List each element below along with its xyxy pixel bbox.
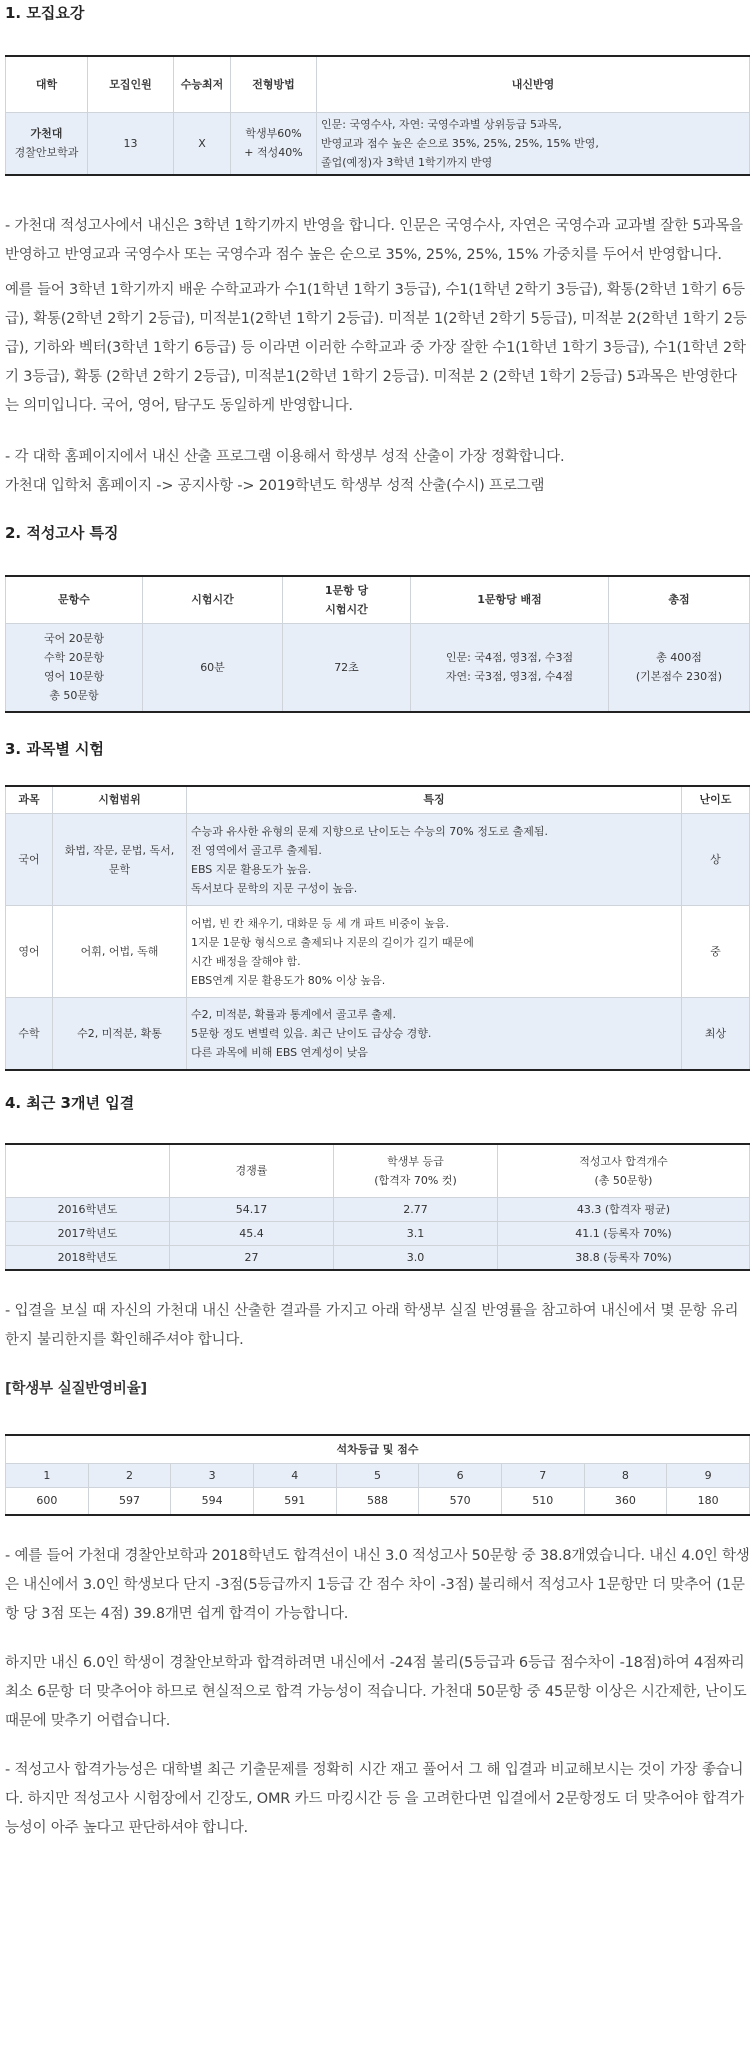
feature-line: 다른 과목에 비해 EBS 연계성이 낮음 [191,1045,368,1059]
range-line-1: 어휘, 어법, 독해 [80,945,159,958]
header-reflect: 내신반영 [317,56,750,112]
table-row [6,1246,750,1271]
method-line-1: 학생부60% [245,127,302,140]
grade-cell: 3.0 [334,1246,498,1271]
header-per-line-2: 시험시간 [325,602,368,616]
score-5: 588 [336,1487,419,1515]
cell-per: 72초 [283,624,411,712]
header-count: 모집인원 [88,56,174,112]
header-per-question [283,576,411,624]
cell-questions [6,624,143,712]
grade-4: 4 [253,1463,336,1487]
header-score: 1문항당 배점 [411,576,609,624]
table-row [6,1198,750,1222]
subject-english: 영어 [6,906,53,998]
paragraph-grade-6: 하지만 내신 6.0인 학생이 경찰안보학과 합격하려면 내신에서 -24점 불리(5등급과 6등급 점수차이 -18점)하여 4점짜리 최소 6문항 더 맞추어야 하므로 현실적으로 합격 가능성이 적습니다. 가천대 50문항 중 45문항 이상은 시간제한, 난이도 때문에 맞추기 어렵습니다. [5,1655,747,1729]
feature-line: EBS연계 지문 활용도가 80% 이상 높음. [191,973,386,987]
score-3: 594 [171,1487,254,1515]
univ-name: 가천대 [30,127,63,140]
level-korean: 상 [682,814,750,906]
q-line-1: 국어 20문항 [44,632,104,646]
count-cell: 43.3 (합격자 평균) [498,1198,750,1222]
rate-cell: 45.4 [170,1222,334,1246]
header-per-line-1: 1문항 당 [324,583,369,597]
range-line-1: 화법, 작문, 문법, 독서, [64,843,175,857]
cell-univ [6,112,88,175]
year-cell: 2016학년도 [6,1198,170,1222]
header-grade-line-1: 학생부 등급 [387,1154,444,1168]
grade-8: 8 [584,1463,667,1487]
header-rate: 경쟁률 [170,1144,334,1198]
grade-7: 7 [501,1463,584,1487]
table-row [6,998,750,1070]
aptitude-table [5,575,750,713]
header-csat: 수능최저 [174,56,231,112]
header-questions: 문항수 [6,576,143,624]
subtitle-reflect-ratio: [학생부 실질반영비율] [5,1381,147,1397]
q-line-4: 총 50문항 [49,689,99,703]
range-line-2: 문학 [108,862,131,876]
cell-count: 13 [88,112,174,175]
grade-9: 9 [667,1463,750,1487]
range-english [53,906,187,998]
section-title-recruitment: 1. 모집요강 [5,4,85,22]
score-2: 597 [88,1487,171,1515]
feature-line: 독서보다 문학의 지문 구성이 높음. [191,881,358,895]
feature-line: EBS 지문 활용도가 높음. [191,862,312,876]
features-english [187,906,682,998]
recruitment-table [5,55,750,176]
header-grade-score: 석차등급 및 점수 [6,1435,750,1463]
header-range: 시험범위 [53,786,187,814]
count-cell: 38.8 (등록자 70%) [498,1246,750,1271]
paragraph-results-note: - 입결을 보실 때 자신의 가천대 내신 산출한 결과를 가지고 아래 학생부 실질 반영률을 참고하여 내신에서 몇 문항 유리한지 불리한지를 확인해주셔야 합니다. [5,1303,739,1348]
paragraph-example-2018: - 예를 들어 가천대 경찰안보학과 2018학년도 합격선이 내신 3.0 적성고사 50문항 중 38.8개였습니다. 내신 4.0인 학생은 내신에서 3.0인 학생보다 단지 -3점(5등급까지 1등급 간 점수 차이 -3점) 불리해서 적성고사 1문항만 더 맞추어 (1문항 당 3점 또는 4점) 39.8개면 쉽게 합격이 가능합니다. [5,1548,750,1622]
score-7: 510 [501,1487,584,1515]
subject-korean: 국어 [6,814,53,906]
score-9: 180 [667,1487,750,1515]
level-english: 중 [682,906,750,998]
subjects-table [5,785,750,1071]
grade-score-table [5,1434,750,1516]
rate-cell: 54.17 [170,1198,334,1222]
header-univ: 대학 [6,56,88,112]
dept-name: 경찰안보학과 [14,146,79,159]
q-line-3: 영어 10문항 [44,670,104,684]
table-row [6,814,750,906]
reflect-line-3: 졸업(예정)자 3학년 1학기까지 반영 [321,155,493,169]
year-cell: 2017학년도 [6,1222,170,1246]
header-grade [334,1144,498,1198]
cell-score [411,624,609,712]
score-line-2: 자연: 국3점, 영3점, 수4점 [445,670,574,684]
feature-line: 1지문 1문항 형식으로 출제되나 지문의 길이가 길기 때문에 [191,935,474,949]
grade-3: 3 [171,1463,254,1487]
paragraph-internal-grade: - 가천대 적성고사에서 내신은 3학년 1학기까지 반영을 합니다. 인문은 국영수사, 자연은 국영수과 교과별 잘한 5과목을 반영하고 반영교과 국영수사 또는 국영수과 점수 높은 순으로 35%, 25%, 25%, 15% 가중치를 두어서 반영합니다. [5,217,743,263]
grade-5: 5 [336,1463,419,1487]
score-4: 591 [253,1487,336,1515]
cell-total [609,624,750,712]
grade-1: 1 [6,1463,89,1487]
header-pass-count [498,1144,750,1198]
grade-6: 6 [419,1463,502,1487]
header-pass-line-1: 적성고사 합격개수 [579,1154,668,1168]
features-math [187,998,682,1070]
cell-reflect [317,112,750,175]
level-math: 최상 [682,998,750,1070]
section-title-aptitude: 2. 적성고사 특징 [5,523,119,542]
reflect-line-1: 인문: 국영수사, 자연: 국영수과별 상위등급 5과목, [321,117,562,131]
grade-2: 2 [88,1463,171,1487]
q-line-2: 수학 20문항 [44,651,104,665]
method-line-2: + 적성40% [244,146,303,159]
table-row [6,1222,750,1246]
header-method: 전형방법 [231,56,317,112]
header-pass-line-2: (총 50문항) [594,1173,653,1187]
feature-line: 5문항 정도 변별력 있음. 최근 난이도 급상승 경향. [191,1026,432,1040]
header-feature: 특징 [187,786,682,814]
total-line-2: (기본점수 230점) [635,670,723,684]
features-korean [187,814,682,906]
cell-time: 60분 [143,624,283,712]
header-level: 난이도 [682,786,750,814]
section-title-results: 4. 최근 3개년 입결 [5,1093,135,1112]
table-row [6,906,750,998]
header-subject: 과목 [6,786,53,814]
range-math [53,998,187,1070]
range-line-1: 수2, 미적분, 확통 [77,1026,162,1040]
results-table [5,1143,750,1272]
total-line-1: 총 400점 [656,651,702,665]
reflect-line-2: 반영교과 점수 높은 순으로 35%, 25%, 25%, 15% 반영, [321,136,599,150]
rate-cell: 27 [170,1246,334,1271]
header-time: 시험시간 [143,576,283,624]
header-empty [6,1144,170,1198]
header-total: 총점 [609,576,750,624]
feature-line: 수2, 미적분, 확률과 통계에서 골고루 출제. [191,1007,396,1021]
paragraph-program-note: - 각 대학 홈페이지에서 내신 산출 프로그램 이용해서 학생부 성적 산출이 가장 정확합니다. [5,448,565,465]
range-korean [53,814,187,906]
feature-line: 전 영역에서 골고루 출제됨. [191,843,322,857]
score-1: 600 [6,1487,89,1515]
feature-line: 시간 배정을 잘해야 함. [191,954,301,968]
score-8: 360 [584,1487,667,1515]
score-6: 570 [419,1487,502,1515]
subject-math: 수학 [6,998,53,1070]
grade-cell: 2.77 [334,1198,498,1222]
feature-line: 수능과 유사한 유형의 문제 지향으로 난이도는 수능의 70% 정도로 출제됨. [191,824,548,838]
year-cell: 2018학년도 [6,1246,170,1271]
header-grade-line-2: (합격자 70% 컷) [374,1173,457,1187]
section-title-subjects: 3. 과목별 시험 [5,739,105,758]
cell-method [231,112,317,175]
paragraph-example: 예를 들어 3학년 1학기까지 배운 수학교과가 수1(1학년 1학기 3등급), 수1(1학년 2학기 3등급), 확통(2학년 1학기 6등급), 확통(2학년 2학기 2등급), 미적분1(2학년 1학기 2등급). 미적분 1(2학년 2학기 5등급), 미적분 2(2학년 1학기 2등급), 기하와 벡터(3학년 1학기 6등급) 등 이라면 이러한 수학교과 중 가장 잘한 수1(1학년 1학기 3등급), 수1(1학년 2학기 3등급), 확통 (2학년 2학기 2등급), 미적분1(2학년 1학기 2등급). 미적분 2 (2학년 1학기 2등급) 5과목은 반영한다는 의미입니다. 국어, 영어, 탐구도 동일하게 반영합니다. [5,281,747,414]
paragraph-pass-possibility: - 적성고사 합격가능성은 대학별 최근 기출문제를 정확히 시간 재고 풀어서 그 해 입결과 비교해보시는 것이 가장 좋습니다. 하지만 적성고사 시험장에서 긴장도, OMR 카드 마킹시간 등 을 고려한다면 입결에서 2문항정도 더 맞추어야 합격가능성이 아주 높다고 판단하셔야 합니다. [5,1762,744,1836]
feature-line: 어법, 빈 칸 채우기, 대화문 등 세 개 파트 비중이 높음. [191,916,449,930]
score-line-1: 인문: 국4점, 영3점, 수3점 [445,651,574,665]
grade-cell: 3.1 [334,1222,498,1246]
count-cell: 41.1 (등록자 70%) [498,1222,750,1246]
cell-csat: X [174,112,231,175]
paragraph-program-path: 가천대 입학처 홈페이지 -> 공지사항 -> 2019학년도 학생부 성적 산출(수시) 프로그램 [5,477,545,494]
